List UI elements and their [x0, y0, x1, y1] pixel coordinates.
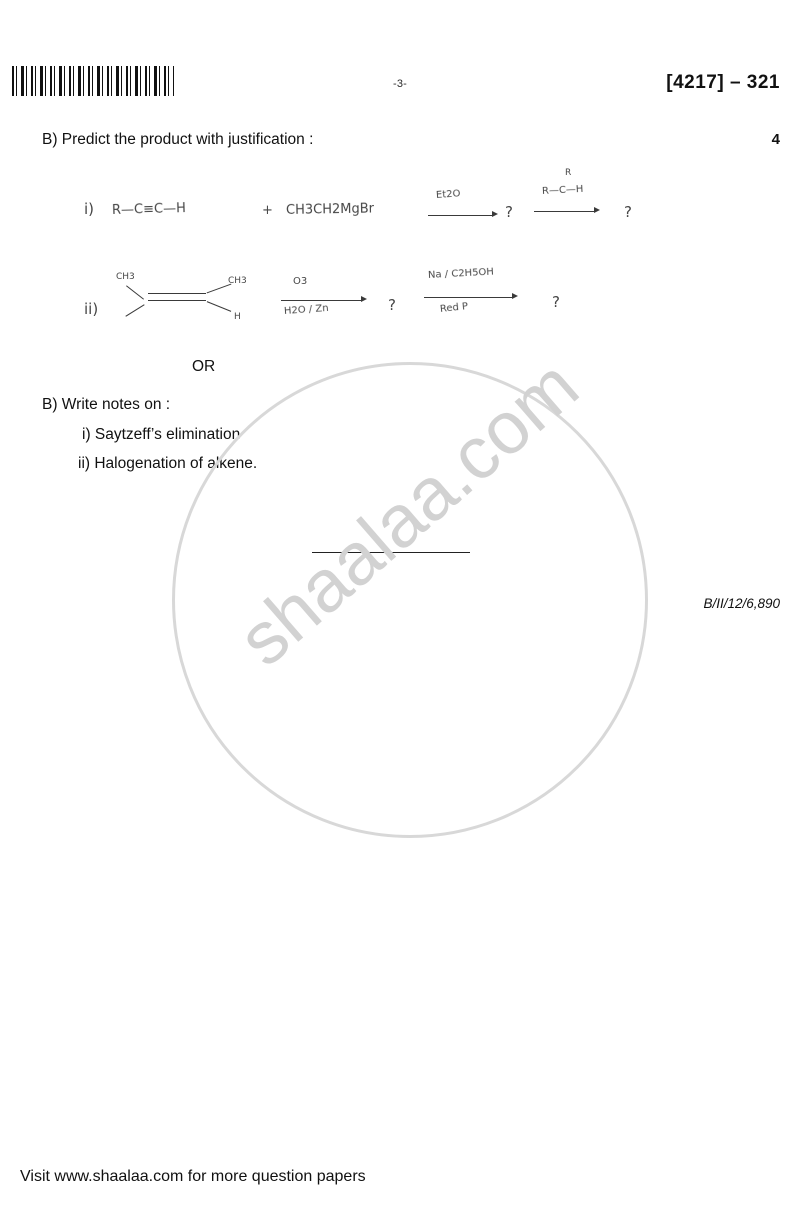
reaction-2-double-bond-bottom [148, 300, 206, 301]
reaction-1-plus-sign: + [262, 203, 273, 218]
page-number: -3- [392, 78, 408, 90]
print-code: B/II/12/6,890 [703, 596, 780, 611]
reaction-2-substituent-2: CH3 [228, 276, 247, 286]
reaction-2-substituent-3: H [234, 312, 241, 322]
reaction-1-reagent-2-top: R [565, 168, 572, 178]
reaction-2-double-bond-top [148, 293, 206, 294]
reaction-2-reagent-2-bottom: Red P [439, 301, 469, 315]
reaction-1-item-label: i) [84, 200, 95, 218]
reaction-1-reactant-b: CH3CH2MgBr [285, 201, 375, 218]
footer-note: Visit www.shaalaa.com for more question papers [20, 1168, 366, 1185]
reaction-2-arrow2-line [424, 297, 514, 298]
reaction-2-reagent-1-bottom: H2O / Zn [283, 302, 329, 317]
reaction-1-arrow2-head [594, 207, 600, 213]
or-separator: OR [192, 358, 216, 375]
reaction-2-item-label: ii) [84, 300, 99, 318]
reaction-1-reagent-2: R—C—H [541, 183, 584, 197]
question-b-notes-label: B) Write notes on : [42, 396, 171, 413]
notes-item-2: ii) Halogenation of alkene. [78, 455, 258, 472]
reaction-1-arrow-line [428, 215, 494, 216]
reaction-1-arrow-head [492, 211, 498, 217]
notes-item-1: i) Saytzeff’s elimination [82, 426, 241, 443]
reaction-2-reagent-1-top: O3 [293, 276, 308, 287]
watermark-circle [172, 362, 648, 838]
reaction-1-arrow2-line [534, 211, 596, 212]
reaction-2-arrow-head [361, 296, 367, 302]
reaction-1-product: ? [624, 203, 632, 221]
section-divider [312, 552, 470, 553]
reaction-1-reagent-1: Et2O [435, 188, 461, 201]
reaction-2-bond-a [126, 285, 144, 299]
reaction-2-intermediate: ? [388, 296, 396, 314]
reaction-2-substituent-1: CH3 [116, 272, 135, 282]
paper-code: [4217] – 321 [666, 72, 780, 93]
question-b-predict-marks: 4 [771, 131, 780, 148]
reaction-2-arrow2-head [512, 293, 518, 299]
watermark-text: shaalaa.com [222, 343, 594, 682]
reaction-2-reagent-2-top: Na / C2H5OH [427, 266, 495, 281]
reaction-1-reactant-a: R—C≡C—H [111, 201, 187, 218]
reaction-1-intermediate: ? [505, 203, 513, 221]
question-b-predict-label: B) Predict the product with justification : [42, 131, 314, 148]
reaction-2-bond-b [125, 304, 144, 317]
reaction-2-product: ? [552, 293, 560, 311]
reaction-2-bond-d [207, 301, 231, 312]
reaction-2-arrow-line [281, 300, 363, 301]
